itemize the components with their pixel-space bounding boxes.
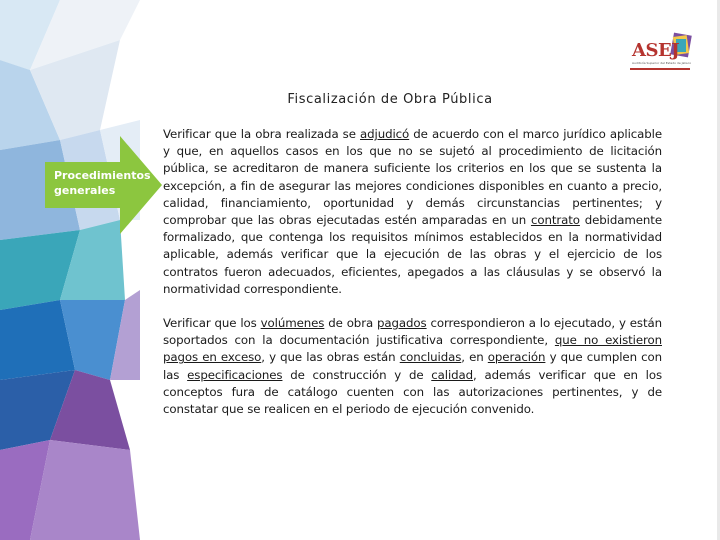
paragraph-1-text: debidamente formalizado, que contenga los requisitos mínimos establecidos en la normatividad aplicable, además verificar que la ejecución de las obras y el ejercicio de los contratos fueron adecuados, eficientes, apegados a las cláusulas y se observó la normatividad correspondiente. <box>163 213 662 296</box>
paragraph-2-underline-especificaciones: especificaciones <box>187 367 283 382</box>
paragraph-2-text: correspondieron a lo ejecutado, y están soportados con la documentación justificativa correspondiente, <box>163 316 662 348</box>
paragraph-2-underline-operacion: operación <box>487 350 546 365</box>
paragraph-1 <box>163 126 662 298</box>
paragraph-2-text: de construcción y de <box>282 367 432 382</box>
logo-text: ASEJ <box>632 40 680 61</box>
paragraph-2-text: , y que las obras están <box>261 350 400 365</box>
paragraph-2-text: de obra <box>324 316 377 330</box>
paragraph-2 <box>163 315 662 418</box>
paragraph-2-underline-pagos-exceso: que no existieron pagos en exceso <box>163 333 662 365</box>
geometric-mosaic-decoration <box>0 0 140 540</box>
logo-subtitle: Auditoría Superior del Estado de Jalisco <box>632 61 692 65</box>
paragraph-2-text: Verificar que los <box>163 316 261 330</box>
paragraph-2-underline-concluidas: concluidas <box>399 350 462 365</box>
page-title: Fiscalización de Obra Pública <box>287 92 493 107</box>
paragraph-1-underline-contrato: contrato <box>530 213 580 228</box>
paragraph-2-underline-volumenes: volúmenes <box>260 316 325 330</box>
paragraph-1-text: de acuerdo con el marco jurídico aplicable y que, en aquellos casos en los que no se sujetó al procedimiento de licitación pública, se acreditaron de manera suficiente los criterios en los que se sustenta la excepción, a fin de asegurar las mejores condiciones disponibles en cuanto a precio, calidad, financiamiento, oportunidad y demás circunstancias pertinentes; y comprobar que las obras ejecutadas estén amparadas en un <box>163 127 662 228</box>
paragraph-2-underline-calidad: calidad <box>431 367 474 382</box>
paragraph-2-text: y que cumplen con las <box>163 350 662 382</box>
paragraph-1-underline-adjudico: adjudicó <box>360 127 410 141</box>
paragraph-2-text: , en <box>461 350 488 365</box>
sidebar-label: Procedimientos generales <box>54 169 151 197</box>
paragraph-2-text: , además verificar que en los conceptos fura de catálogo cuenten con las autorizaciones pertinentes, y de constatar que se realicen en el periodo de ejecución convenido. <box>163 367 663 417</box>
paragraph-2-underline-pagados: pagados <box>377 316 427 330</box>
asej-logo <box>624 30 696 78</box>
paragraph-1-text: Verificar que la obra realizada se <box>163 127 361 141</box>
